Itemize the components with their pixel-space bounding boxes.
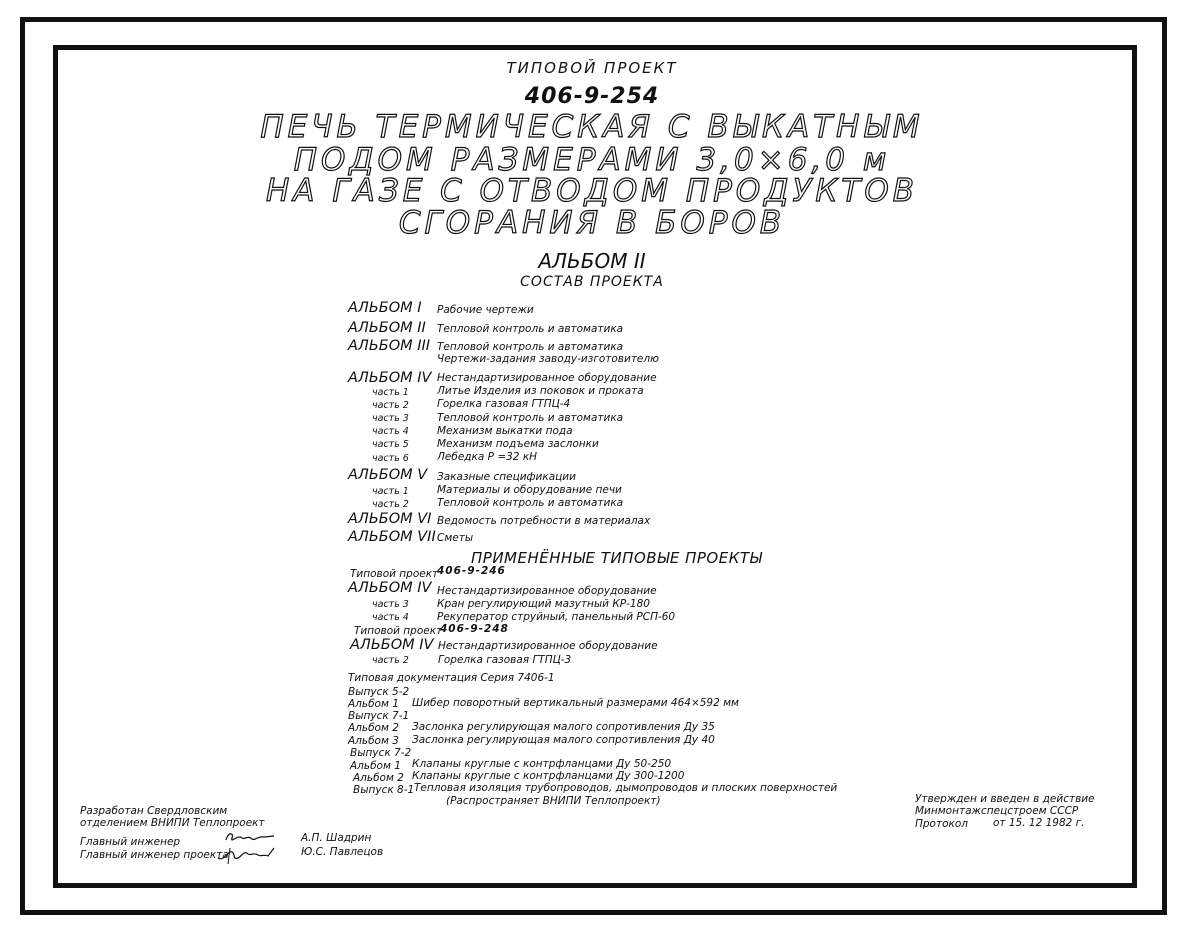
typical-docs-series: Типовая документация Серия 7406-1 [348, 672, 555, 684]
project-label: ТИПОВОЙ ПРОЕКТ [506, 59, 678, 77]
composition-heading: СОСТАВ ПРОЕКТА [520, 274, 664, 290]
series-line-label: Альбом 2 [348, 722, 399, 734]
title-line-4: СГОРАНИЯ В БОРОВ [398, 205, 786, 241]
applied-project-2-number: 406-9-248 [440, 623, 509, 635]
album-3-desc: Тепловой контроль и автоматика [437, 341, 624, 353]
signatures [214, 826, 278, 866]
title-line-1: ПЕЧЬ ТЕРМИЧЕСКАЯ С ВЫКАТНЫМ [260, 109, 924, 145]
distributor-note: (Распространяет ВНИПИ Теплопроект) [446, 795, 661, 807]
applied-project-2-part-text: Горелка газовая ГТПЦ-3 [438, 654, 572, 666]
album-4-part-text: Литье Изделия из поковок и проката [437, 385, 644, 397]
album-6-name: АЛЬБОМ VI [348, 511, 432, 527]
chief-project-engineer-role: Главный инженер проекта [80, 849, 229, 861]
developer-line-2: отделением ВНИПИ Теплопроект [80, 817, 265, 829]
applied-project-2-part-label: часть 2 [372, 655, 409, 666]
series-line-label: Альбом 2 [353, 772, 404, 784]
series-line-label: Альбом 3 [348, 735, 399, 747]
applied-project-2-label: Типовой проект [354, 625, 443, 637]
series-line-label: Выпуск 5-2 [348, 686, 410, 698]
album-4-part-label: часть 6 [372, 453, 409, 464]
series-line-label: Альбом 1 [348, 698, 399, 710]
applied-project-1-number: 406-9-246 [437, 565, 506, 577]
title-line-2: ПОДОМ РАЗМЕРАМИ 3,0×6,0 м [293, 142, 891, 178]
title-line-3: НА ГАЗЕ С ОТВОДОМ ПРОДУКТОВ [265, 173, 918, 209]
developer-line-1: Разработан Свердловским [80, 805, 228, 817]
album-heading: АЛЬБОМ II [538, 249, 646, 273]
approval-protocol-date: от 15. 12 1982 г. [993, 817, 1085, 829]
applied-project-2-album: АЛЬБОМ IV [350, 637, 434, 653]
album-4-part-label: часть 2 [372, 400, 409, 411]
album-5-desc: Заказные спецификации [437, 471, 576, 483]
album-4-part-text: Тепловой контроль и автоматика [437, 412, 624, 424]
album-5-part-label: часть 2 [372, 499, 409, 510]
album-3-name: АЛЬБОМ III [348, 338, 431, 354]
album-4-part-text: Лебедка Р =32 кН [437, 451, 538, 463]
series-line-text: Клапаны круглые с контрфланцами Ду 50-250 [412, 758, 672, 770]
album-3-desc-2: Чертежи-задания заводу-изготовителю [437, 353, 659, 365]
applied-project-1-part-text: Кран регулирующий мазутный КР-180 [437, 598, 650, 610]
series-line-label: Альбом 1 [350, 760, 401, 772]
album-6-desc: Ведомость потребности в материалах [437, 515, 651, 527]
approval-protocol-label: Протокол [915, 818, 969, 830]
album-4-desc: Нестандартизированное оборудование [437, 372, 657, 384]
album-7-name: АЛЬБОМ VII [348, 529, 436, 545]
album-5-part-label: часть 1 [372, 486, 409, 497]
album-4-part-text: Механизм выкатки пода [437, 425, 573, 437]
series-line-label: Выпуск 7-2 [350, 747, 412, 759]
album-7-desc: Сметы [437, 532, 474, 544]
series-line-label: Выпуск 8-1 [353, 784, 415, 796]
series-line-text: Заслонка регулирующая малого сопротивления Ду 40 [412, 734, 715, 746]
album-5-part-text: Тепловой контроль и автоматика [437, 497, 624, 509]
album-4-part-label: часть 1 [372, 387, 409, 398]
chief-engineer-role: Главный инженер [80, 836, 181, 848]
album-4-part-label: часть 3 [372, 413, 409, 424]
album-4-part-label: часть 4 [372, 426, 409, 437]
album-4-part-text: Горелка газовая ГТПЦ-4 [437, 398, 571, 410]
album-1-name: АЛЬБОМ I [348, 300, 422, 316]
applied-project-1-album: АЛЬБОМ IV [348, 580, 432, 596]
album-5-name: АЛЬБОМ V [348, 467, 428, 483]
series-line-text: Тепловая изоляция трубопроводов, дымопроводов и плоских поверхностей [414, 782, 838, 794]
album-4-part-text: Механизм подъема заслонки [437, 438, 599, 450]
series-line-text: Шибер поворотный вертикальный размерами 464×592 мм [412, 697, 739, 709]
chief-project-engineer-name: Ю.С. Павлецов [301, 846, 384, 858]
applied-project-1-part-label: часть 4 [372, 612, 409, 623]
approval-line-1: Утвержден и введен в действие [915, 793, 1095, 805]
series-line-text: Клапаны круглые с контрфланцами Ду 300-1200 [412, 770, 685, 782]
series-line-text: Заслонка регулирующая малого сопротивления Ду 35 [412, 721, 715, 733]
album-2-desc: Тепловой контроль и автоматика [437, 323, 624, 335]
chief-engineer-name: А.П. Шадрин [301, 832, 372, 844]
project-number: 406-9-254 [524, 84, 660, 109]
applied-project-1-part-label: часть 3 [372, 599, 409, 610]
album-1-desc: Рабочие чертежи [437, 304, 534, 316]
series-line-label: Выпуск 7-1 [348, 710, 410, 722]
applied-project-1-label: Типовой проект [350, 568, 439, 580]
applied-projects-heading: ПРИМЕНЁННЫЕ ТИПОВЫЕ ПРОЕКТЫ [471, 549, 763, 567]
album-4-part-label: часть 5 [372, 439, 409, 450]
applied-project-2-album-desc: Нестандартизированное оборудование [438, 640, 658, 652]
applied-project-1-album-desc: Нестандартизированное оборудование [437, 585, 657, 597]
album-2-name: АЛЬБОМ II [348, 320, 426, 336]
album-4-name: АЛЬБОМ IV [348, 370, 432, 386]
approval-line-2: Минмонтажспецстроем СССР [915, 805, 1079, 817]
album-5-part-text: Материалы и оборудование печи [437, 484, 622, 496]
applied-project-1-part-text: Рекуператор струйный, панельный РСП-60 [437, 611, 676, 623]
